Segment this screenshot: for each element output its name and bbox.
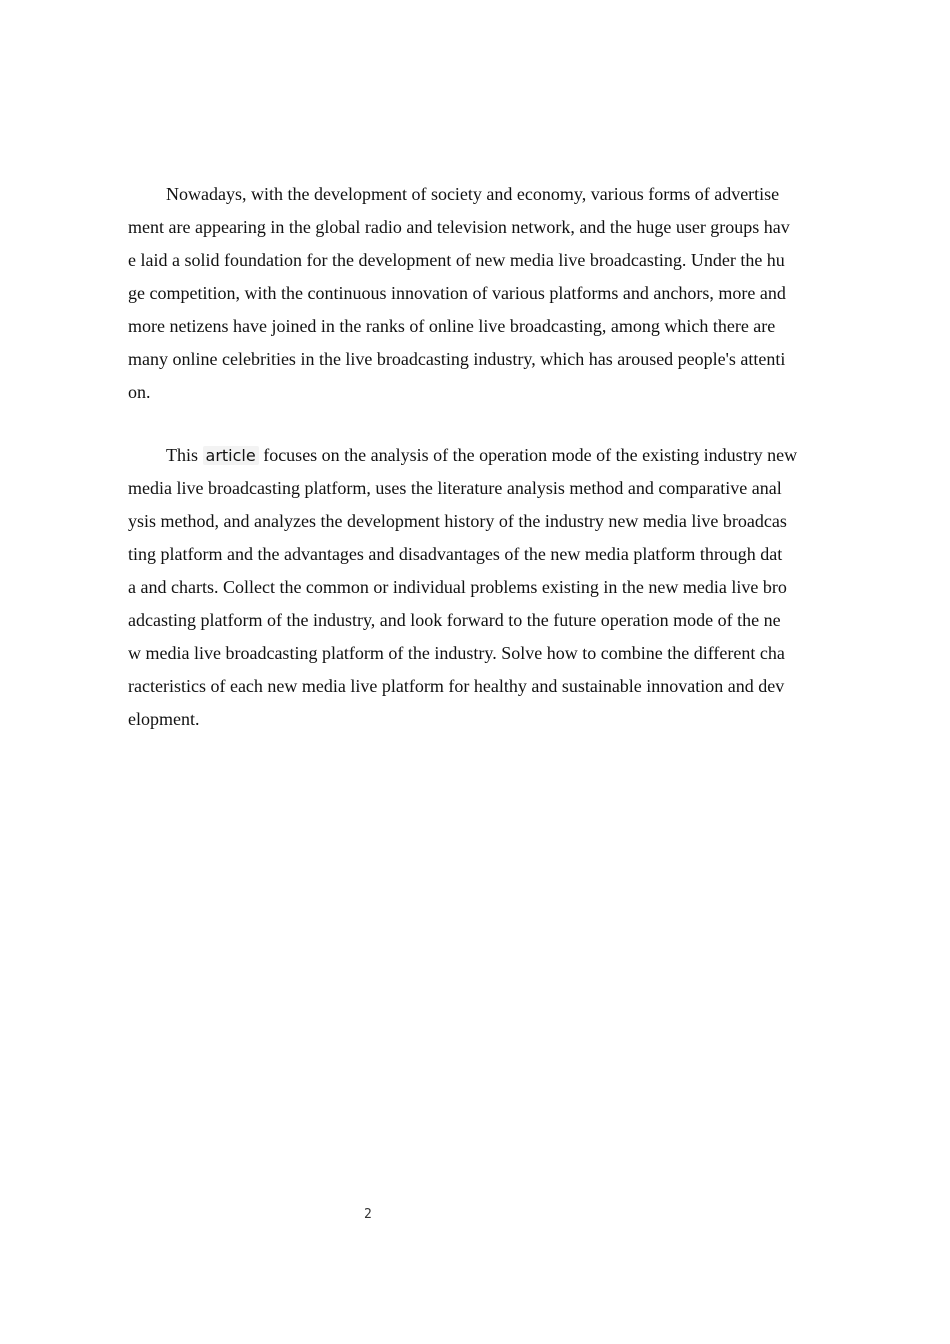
paragraph-1-line-5: more netizens have joined in the ranks of online live broadcasting, among which there are	[128, 316, 776, 336]
paragraph-1-line-4: ge competition, with the continuous innovation of various platforms and anchors, more and	[128, 283, 786, 303]
paragraph-2-line-3: ysis method, and analyzes the development history of the industry new media live broadcas	[128, 511, 787, 531]
paragraph-1-line-6: many online celebrities in the live broadcasting industry, which has aroused people's attenti	[128, 349, 786, 369]
highlighted-word: article	[203, 446, 259, 465]
paragraph-2-line-2: media live broadcasting platform, uses the literature analysis method and comparative anal	[128, 478, 782, 498]
paragraph-2-line-6: adcasting platform of the industry, and look forward to the future operation mode of the ne	[128, 610, 781, 630]
paragraph-1-line-7: on.	[128, 382, 151, 402]
paragraph-1-line-2: ment are appearing in the global radio and television network, and the huge user groups hav	[128, 217, 790, 237]
page-number: 2	[364, 1207, 372, 1222]
paragraph-2-prefix: This	[166, 445, 199, 465]
paragraph-2-line-5: a and charts. Collect the common or individual problems existing in the new media live bro	[128, 577, 787, 597]
paragraph-2-suffix: focuses on the analysis of the operation mode of the existing industry new	[263, 445, 798, 465]
paragraph-2-line-9: elopment.	[128, 709, 200, 729]
paragraph-2-line-8: racteristics of each new media live platform for healthy and sustainable innovation and dev	[128, 676, 785, 696]
paragraph-2-line-1	[166, 443, 797, 468]
paragraph-2-line-4: ting platform and the advantages and disadvantages of the new media platform through dat	[128, 544, 783, 564]
paragraph-2-line-7: w media live broadcasting platform of the industry. Solve how to combine the different cha	[128, 643, 785, 663]
paragraph-1-line-1: Nowadays, with the development of society and economy, various forms of advertise	[166, 184, 780, 204]
paragraph-1-line-3: e laid a solid foundation for the development of new media live broadcasting. Under the hu	[128, 250, 785, 270]
